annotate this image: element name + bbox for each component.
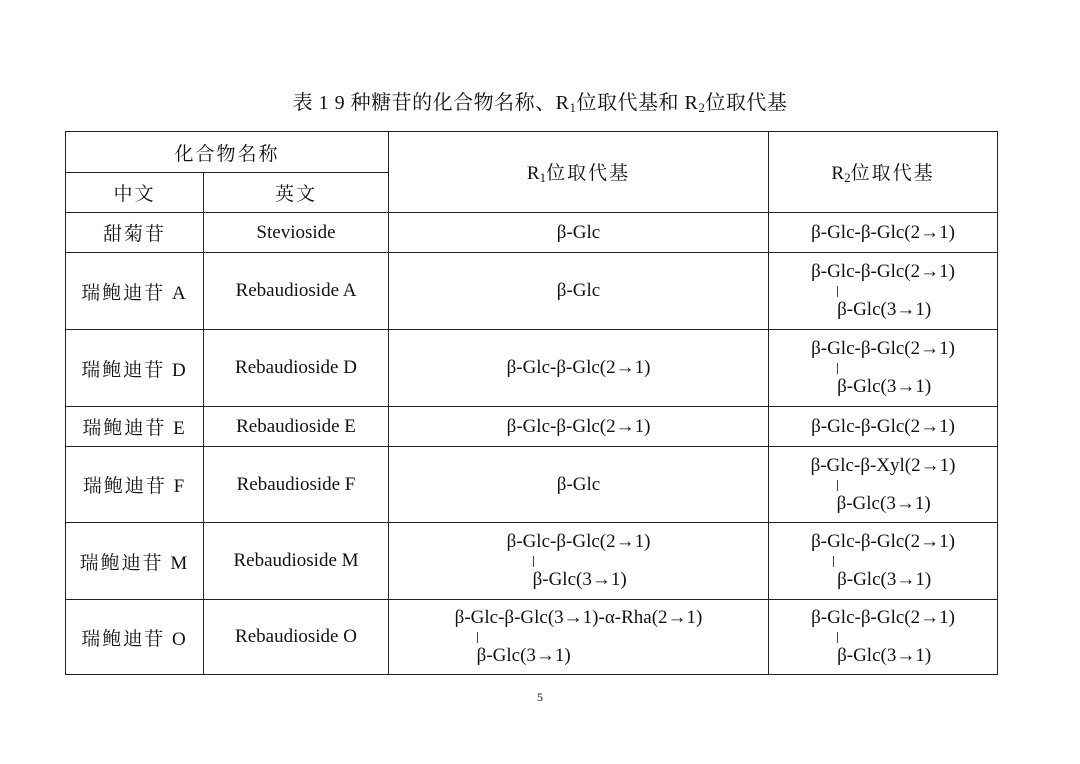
r1-branch: β-Glc(3→1) [476,645,571,666]
r1-main: β-Glc [556,473,601,495]
cell-r2 [769,600,998,675]
cell-r1 [389,447,769,523]
branch-connector [811,630,955,644]
cell-english-name: Rebaudioside O [204,600,389,675]
r2-structure [811,337,955,399]
page-number: 5 [537,690,543,704]
r1-main: β-Glc-β-Glc(2→1) [506,415,651,437]
r2-branch: β-Glc(3→1) [837,645,932,666]
cell-chinese-name: 瑞鲍迪苷 M [66,523,204,600]
r2-structure [811,454,956,516]
r1-branch: β-Glc(3→1) [532,569,627,590]
header-r2 [769,132,998,213]
table-row [66,330,998,407]
header-r1-subscript: 1 [539,170,547,185]
cell-r2 [769,523,998,600]
cell-r1 [389,253,769,330]
r2-main: β-Glc-β-Glc(2→1) [811,607,955,628]
cell-r2 [769,330,998,407]
cell-r1 [389,330,769,407]
cell-r1 [389,523,769,600]
r2-main: β-Glc-β-Xyl(2→1) [810,454,956,476]
r1-structure [455,606,703,668]
r2-main: β-Glc-β-Glc(2→1) [811,261,955,282]
table-row [66,213,998,253]
r1-main: β-Glc-β-Glc(2→1) [506,531,651,552]
r2-branch: β-Glc(3→1) [837,299,932,320]
r1-main: β-Glc-β-Glc(2→1) [506,357,651,378]
cell-r1 [389,600,769,675]
caption-prefix: 表 1 9 种糖苷的化合物名称、R [292,92,570,114]
branch-connector [811,284,955,298]
r2-main: β-Glc-β-Glc(2→1) [811,221,955,243]
cell-r2 [769,213,998,253]
cell-english-name: Stevioside [204,213,389,253]
r2-structure [811,606,955,668]
branch-connector [811,554,955,568]
table-row [66,600,998,675]
caption-suffix: 位取代基 [705,92,788,114]
cell-english-name: Rebaudioside M [204,523,389,600]
table-row [66,407,998,447]
cell-r2 [769,447,998,523]
cell-chinese-name: 瑞鲍迪苷 D [66,330,204,407]
header-r2-prefix: R [831,163,845,184]
header-compound-name: 化合物名称 [66,132,389,173]
r1-structure [507,530,651,592]
r2-main: β-Glc-β-Glc(2→1) [811,531,955,552]
table-row [66,447,998,523]
r1-main: β-Glc-β-Glc(3→1)-α-Rha(2→1) [454,607,703,628]
branch-connector [811,478,956,492]
cell-r2 [769,253,998,330]
caption-subscript-2: 2 [698,100,706,115]
cell-english-name: Rebaudioside A [204,253,389,330]
r2-branch: β-Glc(3→1) [836,492,931,514]
cell-english-name: Rebaudioside F [204,447,389,523]
r2-structure [811,260,955,322]
header-r1 [389,132,769,213]
caption-subscript-1: 1 [569,100,577,115]
cell-r2 [769,407,998,447]
cell-chinese-name: 瑞鲍迪苷 O [66,600,204,675]
header-chinese: 中文 [66,173,204,213]
r2-main: β-Glc-β-Glc(2→1) [811,338,955,359]
r1-main: β-Glc [556,221,601,243]
cell-english-name: Rebaudioside E [204,407,389,447]
r1-main: β-Glc [556,280,601,301]
cell-chinese-name: 瑞鲍迪苷 A [66,253,204,330]
cell-chinese-name: 甜菊苷 [66,213,204,253]
table-row [66,253,998,330]
header-r1-suffix: 位取代基 [546,163,631,184]
header-r2-subscript: 2 [844,170,851,185]
table-caption [0,86,1080,116]
r2-branch: β-Glc(3→1) [837,569,932,590]
cell-r1 [389,213,769,253]
branch-connector [811,361,955,375]
glycoside-table [65,131,998,675]
r2-structure [811,530,955,592]
cell-r1 [389,407,769,447]
header-r1-prefix: R [526,163,540,184]
cell-chinese-name: 瑞鲍迪苷 E [66,407,204,447]
branch-connector [455,630,703,644]
header-english: 英文 [204,173,389,213]
cell-english-name: Rebaudioside D [204,330,389,407]
table-row [66,523,998,600]
r2-branch: β-Glc(3→1) [837,376,932,397]
r2-main: β-Glc-β-Glc(2→1) [811,415,955,437]
cell-chinese-name: 瑞鲍迪苷 F [66,447,204,523]
header-r2-suffix: 位取代基 [850,163,935,184]
branch-connector [507,554,651,568]
caption-middle: 位取代基和 R [576,92,699,114]
